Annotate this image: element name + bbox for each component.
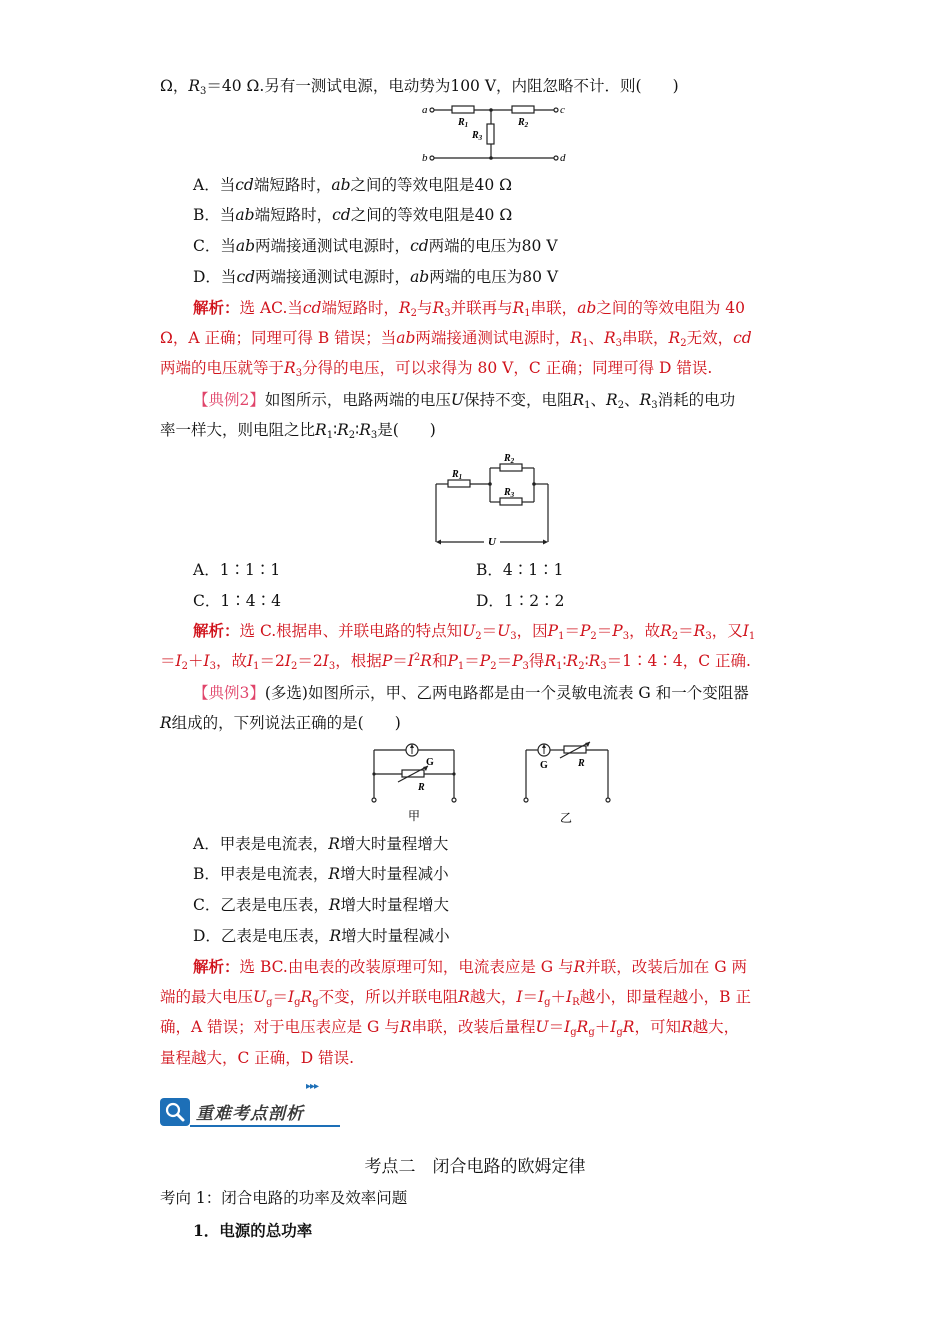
- terminal-b: b: [422, 152, 428, 164]
- label-r3: $R_3$: [472, 130, 483, 142]
- answer-1-line-2: Ω，A 正确；同理可得 B 错误；当ab两端接通测试电源时，$R_1$、$R_3$串联，$R_2$无效，cd: [160, 329, 752, 349]
- circuit-figure-2: [430, 450, 560, 552]
- subsection-title: 考向 1：闭合电路的功率及效率问题: [160, 1189, 408, 1207]
- label-r-jia: R: [418, 782, 425, 793]
- label-r1: $R_1$: [458, 117, 469, 129]
- answer-3-line-4: 量程越大，C 正确，D 错误.: [160, 1049, 355, 1067]
- option-a: A．1∶1∶1: [193, 561, 281, 579]
- label-r-yi: R: [578, 758, 585, 769]
- section-title: 考点二 闭合电路的欧姆定律: [364, 1157, 586, 1177]
- option-d: D．乙表是电压表，R增大时量程减小: [193, 927, 450, 945]
- answer-2-line-2: $=I_2+I_3$，故$I_1=2I_2=2I_3$，根据$P=I^2R$和$P_1=P_2=P_3$得$R_1∶R_2∶R_3=1∶4∶4$，C 正确.: [160, 652, 751, 672]
- item-heading: 1．电源的总功率: [193, 1221, 313, 1240]
- label-r2: $R_2$: [518, 117, 529, 129]
- caption-jia: 甲: [408, 809, 421, 823]
- example-3-tag: 【典例3】: [193, 684, 265, 702]
- example-2-line-1: 【典例2】如图所示，电路两端的电压U保持不变，电阻$R_1$、$R_2$、$R_3$消耗的电功: [193, 391, 736, 411]
- label-r3: $R_3$: [504, 487, 515, 499]
- label-g-yi: G: [540, 760, 548, 771]
- banner-title: 重难考点剖析: [196, 1104, 304, 1124]
- option-c: C．1∶4∶4: [193, 592, 281, 610]
- option-d: D．1∶2∶2: [476, 592, 565, 610]
- example-2-tag: 【典例2】: [193, 391, 265, 409]
- option-d: D．当cd两端接通测试电源时，ab两端的电压为80 V: [193, 268, 559, 286]
- option-b: B．4∶1∶1: [476, 561, 564, 579]
- section-banner: [160, 1081, 340, 1129]
- answer-3-line-3: 确，A 错误；对于电压表应是 G 与R串联，改装后量程$U=I_gR_g+I_gR$，可知R越大，: [160, 1018, 740, 1038]
- question-continuation: Ω，$R_3=40$ Ω.另有一测试电源，电动势为100 V，内阻忽略不计．则( ): [160, 77, 679, 97]
- option-b: B．当ab端短路时，cd之间的等效电阻是40 Ω: [193, 206, 513, 224]
- circuit-figure-1: [420, 98, 570, 170]
- label-r2: $R_2$: [504, 453, 515, 465]
- example-2-line-2: 率一样大，则电阻之比$R_1∶R_2∶R_3$是( ): [160, 421, 436, 441]
- label-r1: $R_1$: [452, 469, 463, 481]
- option-b: B．甲表是电流表，R增大时量程减小: [193, 865, 449, 883]
- option-c: C．乙表是电压表，R增大时量程增大: [193, 896, 450, 914]
- terminal-a: a: [422, 104, 428, 116]
- label-g-jia: G: [426, 757, 434, 768]
- option-c: C．当ab两端接通测试电源时，cd两端的电压为80 V: [193, 237, 558, 255]
- example-3-line-2: R组成的，下列说法正确的是( ): [160, 714, 401, 732]
- answer-1-line-3: 两端的电压就等于$R_3$分得的电压，可以求得为 80 V，C 正确；同理可得 D 错误.: [160, 359, 713, 379]
- answer-2-line-1: 解析：选 C.根据串、并联电路的特点知$U_2=U_3$，因$P_1=P_2=P_3$，故$R_2=R_3$，又$I_1$: [193, 621, 756, 642]
- circuit-figure-3: [368, 738, 618, 826]
- label-u: U: [488, 536, 496, 548]
- caption-yi: 乙: [560, 811, 573, 825]
- answer-1-line-1: 解析：选 AC.当cd端短路时，$R_2$与$R_3$并联再与$R_1$串联，ab之间的等效电阻为 40: [193, 298, 746, 319]
- option-a: A．当cd端短路时，ab之间的等效电阻是40 Ω: [193, 176, 513, 194]
- terminal-d: d: [560, 152, 566, 164]
- magnifier-icon: [160, 1098, 190, 1126]
- answer-3-line-2: 端的最大电压$U_g=I_gR_g$不变，所以并联电阻R越大，$I=I_g+I_R$越小，即量程越小，B 正: [160, 988, 751, 1008]
- banner-underline: [190, 1125, 340, 1127]
- terminal-c: c: [560, 104, 565, 116]
- example-3-line-1: 【典例3】(多选)如图所示，甲、乙两电路都是由一个灵敏电流表 G 和一个变阻器: [193, 684, 749, 702]
- option-a: A．甲表是电流表，R增大时量程增大: [193, 835, 449, 853]
- answer-3-line-1: 解析：选 BC.由电表的改装原理可知，电流表应是 G 与R并联，改装后加在 G 两: [193, 957, 748, 976]
- banner-arrows-icon: ▸▸▸: [306, 1081, 319, 1092]
